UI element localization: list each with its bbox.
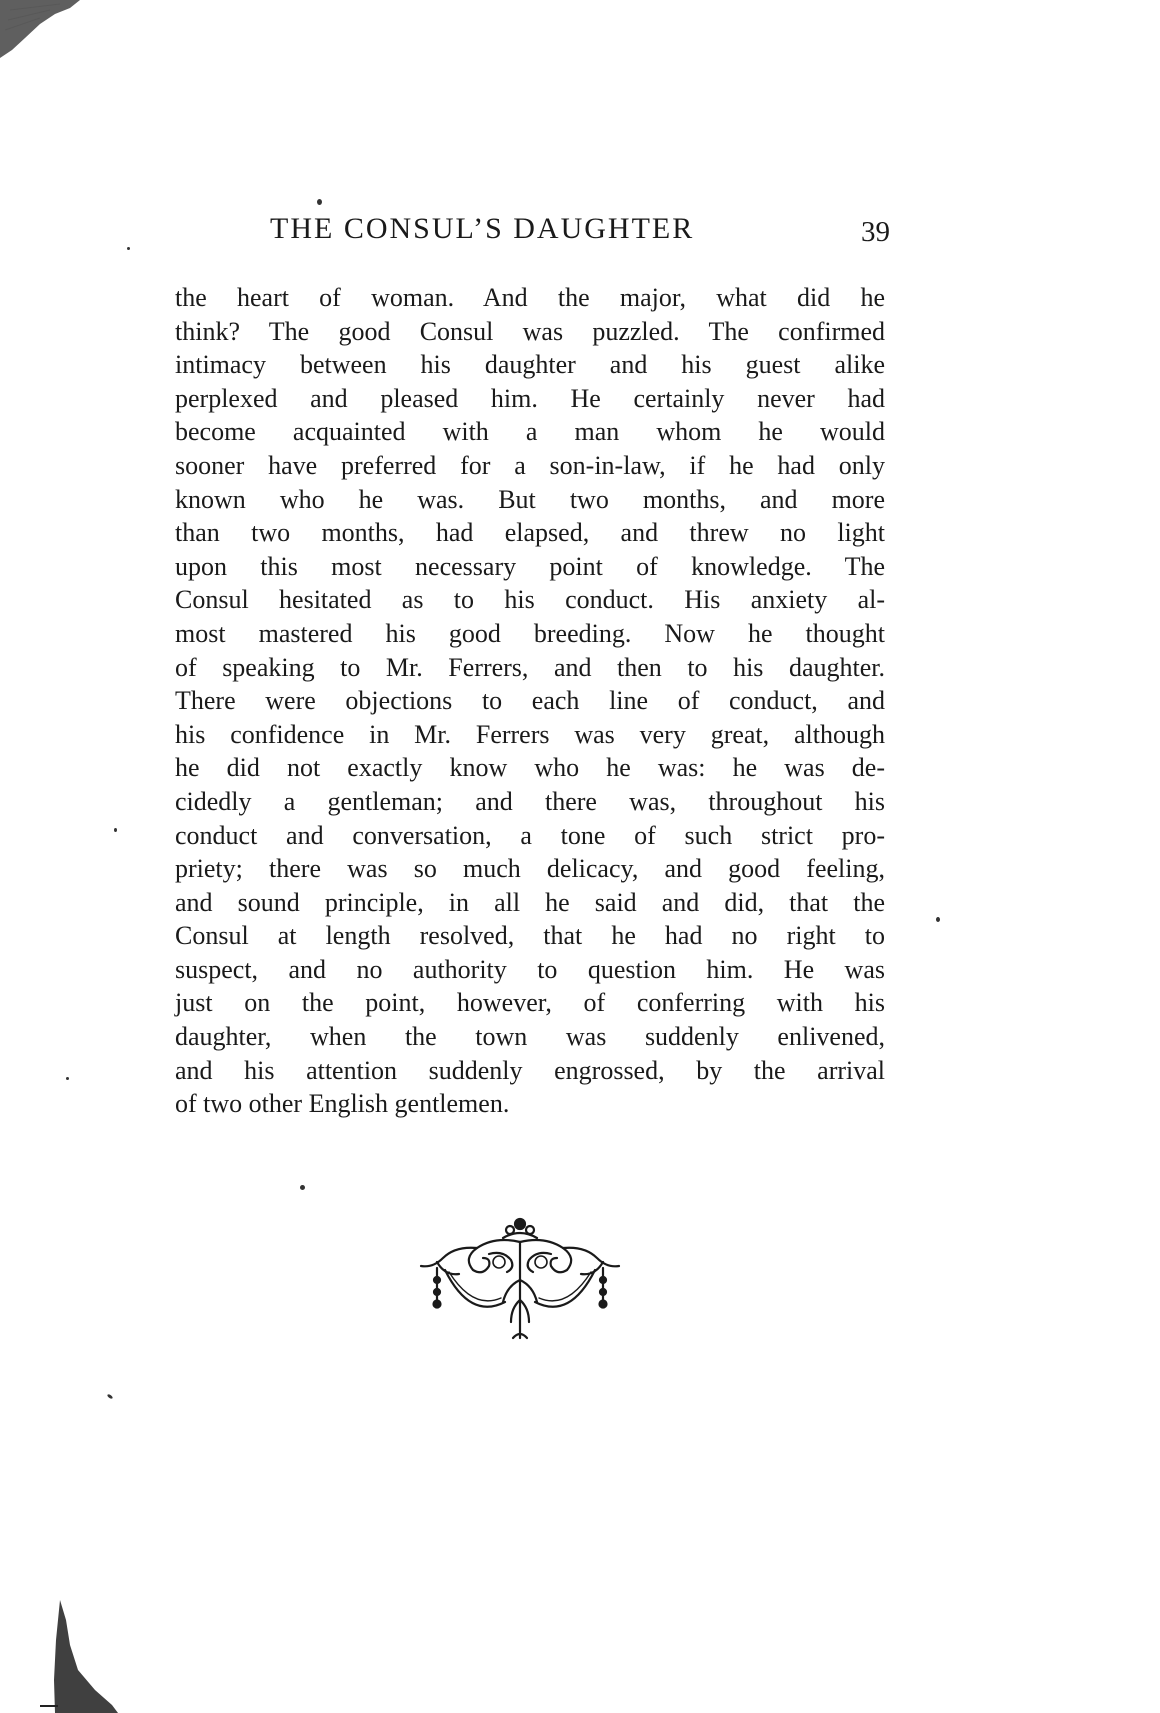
text-line: the heart of woman. And the major, what did he [175, 283, 885, 312]
text-line: of two other English gentlemen. [175, 1089, 510, 1119]
text-line: Consul at length resolved, that he had no right to [175, 921, 885, 951]
text-line: become acquainted with a man whom he would [175, 417, 885, 447]
text-line: known who he was. But two months, and more [175, 484, 885, 514]
speck [66, 1077, 69, 1080]
speck [936, 917, 940, 922]
text-line: conduct and conversation, a tone of such strict pro- [175, 820, 885, 850]
scan-smudge-top-left [0, 0, 90, 60]
text-line: daughter, when the town was suddenly enlivened, [175, 1022, 885, 1052]
text-line: of speaking to Mr. Ferrers, and then to his daughter. [175, 652, 885, 682]
text-line: just on the point, however, of conferring with his [175, 988, 885, 1018]
speck [114, 828, 117, 832]
text-line: upon this most necessary point of knowledge. The [175, 551, 885, 581]
scan-smudge-bottom-left [40, 1600, 120, 1713]
floral-tailpiece-icon [415, 1210, 625, 1350]
text-line: perplexed and pleased him. He certainly never had [175, 383, 885, 413]
text-line: intimacy between his daughter and his guest alike [175, 350, 885, 380]
speck [107, 1394, 114, 1400]
text-line: and his attention suddenly engrossed, by the arrival [175, 1055, 885, 1085]
text-line: and sound principle, in all he said and did, that the [175, 887, 885, 917]
page-number: 39 [861, 216, 890, 248]
speck [300, 1185, 305, 1190]
running-head [170, 212, 890, 252]
text-line: his confidence in Mr. Ferrers was very great, although [175, 719, 885, 749]
text-line: suspect, and no authority to question him. He was [175, 954, 885, 984]
text-line: think? The good Consul was puzzled. The confirmed [175, 316, 885, 346]
text-line: cidedly a gentleman; and there was, throughout his [175, 786, 885, 816]
text-line: There were objections to each line of conduct, and [175, 686, 885, 716]
text-line: he did not exactly know who he was: he was de- [175, 753, 885, 783]
text-line: than two months, had elapsed, and threw no light [175, 518, 885, 548]
speck [127, 247, 130, 250]
body-paragraph [175, 281, 885, 1121]
text-line: most mastered his good breeding. Now he thought [175, 618, 885, 648]
text-line: sooner have preferred for a son-in-law, if he had only [175, 450, 885, 480]
text-line: priety; there was so much delicacy, and good feeling, [175, 854, 885, 884]
speck [317, 199, 322, 205]
running-title: THE CONSUL’S DAUGHTER [270, 212, 695, 245]
text-line: Consul hesitated as to his conduct. His anxiety al- [175, 585, 885, 615]
